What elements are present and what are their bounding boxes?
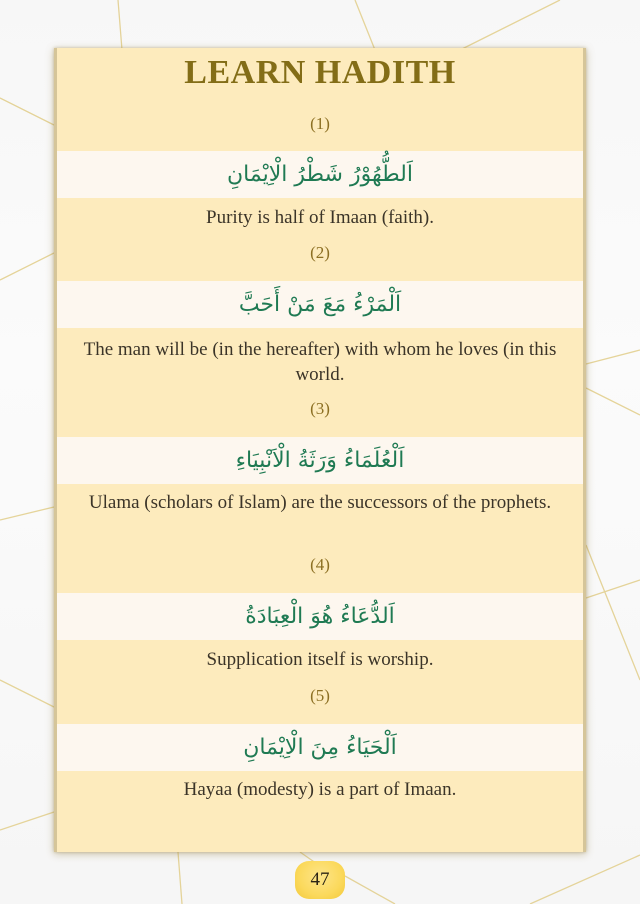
hadith-number: (1) [310,114,330,133]
arabic-text: اَلْحَيَاءُ مِنَ الْاِيْمَانِ [243,734,397,760]
english-translation: The man will be (in the hereafter) with whom he loves (in this world. [83,339,557,385]
arabic-band [57,724,583,771]
arabic-text: اَلدُّعَاءُ هُوَ الْعِبَادَةُ [245,603,395,629]
english-translation: Ulama (scholars of Islam) are the successors of the prophets. [88,492,552,513]
arabic-text: اَلْعُلَمَاءُ وَرَثَةُ الْاَنْبِيَاءِ [235,447,405,473]
english-translation: Supplication itself is worship. [206,649,434,670]
hadith-number: (2) [310,243,330,262]
arabic-band [57,151,583,198]
arabic-band [57,593,583,640]
hadith-card [54,48,586,852]
arabic-text: اَلطُّهُوْرُ شَطْرُ الْاِيْمَانِ [227,161,413,187]
page-number-badge: 47 [295,861,345,899]
arabic-band [57,281,583,328]
english-translation: Purity is half of Imaan (faith). [206,207,434,228]
hadith-number: (5) [310,686,330,705]
page-title: LEARN HADITH [184,54,456,91]
english-translation: Hayaa (modesty) is a part of Imaan. [183,779,457,800]
hadith-number: (3) [310,399,330,418]
arabic-band [57,437,583,484]
arabic-text: اَلْمَرْءُ مَعَ مَنْ أَحَبَّ [238,291,402,317]
hadith-number: (4) [310,555,330,574]
